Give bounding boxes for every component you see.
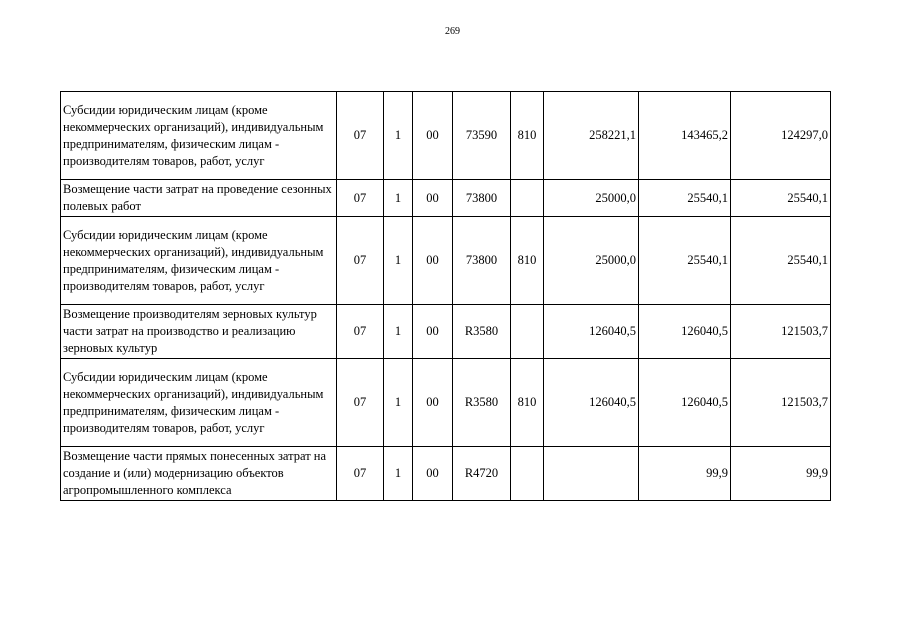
subprogram-code: 00: [413, 217, 453, 305]
program-code: 1: [384, 447, 413, 501]
expense-type-code: [511, 180, 544, 217]
section-code: 07: [337, 305, 384, 359]
subprogram-code: 00: [413, 92, 453, 180]
subprogram-code: 00: [413, 180, 453, 217]
amount-3: 25540,1: [731, 180, 831, 217]
amount-3: 25540,1: [731, 217, 831, 305]
amount-1: 126040,5: [544, 359, 639, 447]
amount-2: 126040,5: [639, 359, 731, 447]
amount-3: 124297,0: [731, 92, 831, 180]
expense-type-code: 810: [511, 359, 544, 447]
subprogram-code: 00: [413, 305, 453, 359]
section-code: 07: [337, 447, 384, 501]
row-name: Субсидии юридическим лицам (кроме некоммерческих организаций), индивидуальным предпринимателям, физическим лицам - производителям товаров, работ, услуг: [61, 359, 337, 447]
section-code: 07: [337, 180, 384, 217]
amount-2: 143465,2: [639, 92, 731, 180]
row-name: Возмещение части прямых понесенных затрат на создание и (или) модернизацию объектов агропромышленного комплекса: [61, 447, 337, 501]
direction-code: R3580: [453, 305, 511, 359]
amount-1: 25000,0: [544, 180, 639, 217]
amount-2: 25540,1: [639, 180, 731, 217]
subprogram-code: 00: [413, 447, 453, 501]
table-row: [61, 447, 831, 501]
expense-type-code: 810: [511, 217, 544, 305]
direction-code: R3580: [453, 359, 511, 447]
table-row: [61, 359, 831, 447]
program-code: 1: [384, 92, 413, 180]
amount-3: 121503,7: [731, 359, 831, 447]
amount-1: 258221,1: [544, 92, 639, 180]
direction-code: R4720: [453, 447, 511, 501]
row-name: Субсидии юридическим лицам (кроме некоммерческих организаций), индивидуальным предпринимателям, физическим лицам - производителям товаров, работ, услуг: [61, 92, 337, 180]
amount-1: 25000,0: [544, 217, 639, 305]
expense-type-code: [511, 447, 544, 501]
row-name: Возмещение части затрат на проведение сезонных полевых работ: [61, 180, 337, 217]
table-row: [61, 92, 831, 180]
program-code: 1: [384, 359, 413, 447]
program-code: 1: [384, 305, 413, 359]
direction-code: 73800: [453, 180, 511, 217]
section-code: 07: [337, 217, 384, 305]
row-name: Возмещение производителям зерновых культур части затрат на производство и реализацию зерновых культур: [61, 305, 337, 359]
program-code: 1: [384, 180, 413, 217]
section-code: 07: [337, 92, 384, 180]
table-row: [61, 180, 831, 217]
subprogram-code: 00: [413, 359, 453, 447]
table-row: [61, 305, 831, 359]
page-number: 269: [445, 26, 460, 37]
amount-1: 126040,5: [544, 305, 639, 359]
expense-type-code: 810: [511, 92, 544, 180]
amount-1: [544, 447, 639, 501]
amount-3: 99,9: [731, 447, 831, 501]
direction-code: 73800: [453, 217, 511, 305]
budget-table: [60, 91, 831, 501]
section-code: 07: [337, 359, 384, 447]
table-row: [61, 217, 831, 305]
row-name: Субсидии юридическим лицам (кроме некоммерческих организаций), индивидуальным предпринимателям, физическим лицам - производителям товаров, работ, услуг: [61, 217, 337, 305]
amount-2: 126040,5: [639, 305, 731, 359]
program-code: 1: [384, 217, 413, 305]
expense-type-code: [511, 305, 544, 359]
amount-2: 99,9: [639, 447, 731, 501]
direction-code: 73590: [453, 92, 511, 180]
amount-3: 121503,7: [731, 305, 831, 359]
amount-2: 25540,1: [639, 217, 731, 305]
